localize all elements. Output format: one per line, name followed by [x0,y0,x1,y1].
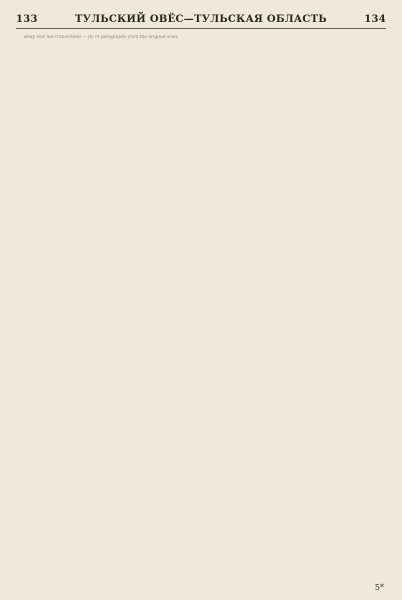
left-column [16,35,196,575]
right-column [206,35,386,575]
page-header [16,14,386,29]
page-number-right: 134 [364,14,386,25]
running-title: ТУЛЬСКИЙ ОВЁС—ТУЛЬСКАЯ ОБЛАСТЬ [75,14,327,25]
left-column-note: Body text not transcribed — fill in paragraphs from the original scan. [24,35,179,40]
signature-mark: 5* [374,583,384,592]
text-columns [16,35,386,575]
page-number-left: 133 [16,14,38,25]
